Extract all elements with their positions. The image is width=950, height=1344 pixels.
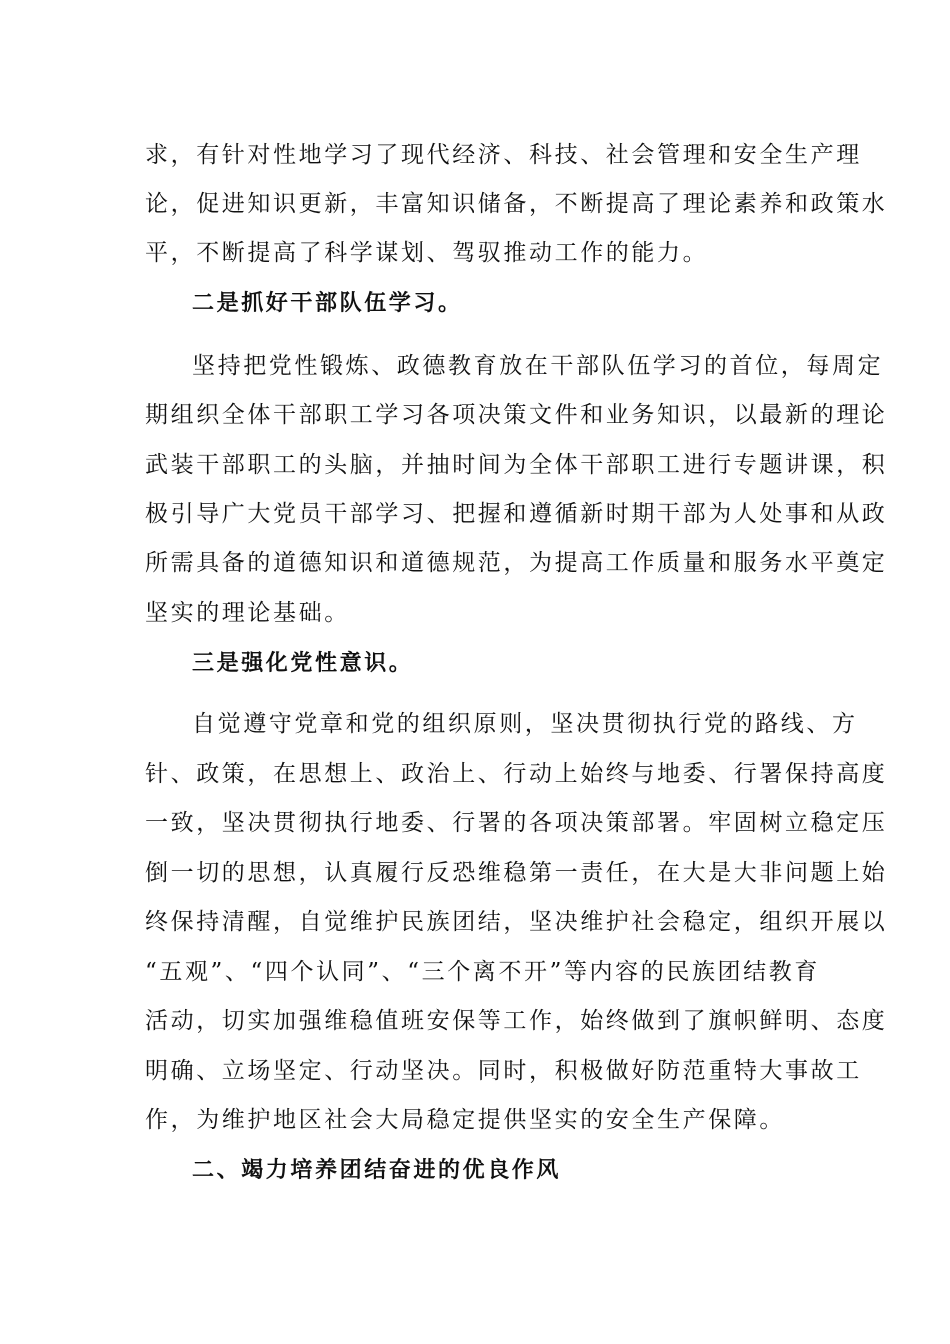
body-text-line: 求，有针对性地学习了现代经济、科技、社会管理和安全生产理 bbox=[145, 142, 862, 168]
body-text-line: 自觉遵守党章和党的组织原则，坚决贯彻执行党的路线、方 bbox=[192, 711, 858, 737]
body-text-line: 期组织全体干部职工学习各项决策文件和业务知识，以最新的理论 bbox=[145, 402, 888, 428]
section-heading: 二是抓好干部队伍学习。 bbox=[192, 291, 463, 316]
body-text-line: 作，为维护地区社会大局稳定提供坚实的安全生产保障。 bbox=[145, 1107, 785, 1133]
body-text-line: 坚实的理论基础。 bbox=[145, 600, 350, 626]
section-heading: 三是强化党性意识。 bbox=[192, 651, 414, 676]
body-text-line: 论，促进知识更新，丰富知识储备，不断提高了理论素养和政策水 bbox=[145, 191, 888, 217]
body-text-line: “五观”、“四个认同”、“三个离不开”等内容的民族团结教育 bbox=[145, 959, 820, 985]
body-text-line: 坚持把党性锻炼、政德教育放在干部队伍学习的首位，每周定 bbox=[192, 353, 884, 379]
body-text-line: 明确、立场坚定、行动坚决。同时，积极做好防范重特大事故工 bbox=[145, 1058, 862, 1084]
body-text-line: 武装干部职工的头脑，并抽时间为全体干部职工进行专题讲课，积 bbox=[145, 452, 888, 478]
body-text-line: 终保持清醒，自觉维护民族团结，坚决维护社会稳定，组织开展以 bbox=[145, 909, 888, 935]
body-text-line: 所需具备的道德知识和道德规范，为提高工作质量和服务水平奠定 bbox=[145, 550, 888, 576]
body-text-line: 平，不断提高了科学谋划、驾驭推动工作的能力。 bbox=[145, 240, 709, 266]
chapter-heading: 二、竭力培养团结奋进的优良作风 bbox=[192, 1158, 562, 1183]
body-text-line: 一致，坚决贯彻执行地委、行署的各项决策部署。牢固树立稳定压 bbox=[145, 810, 888, 836]
body-text-line: 倒一切的思想，认真履行反恐维稳第一责任，在大是大非问题上始 bbox=[145, 860, 888, 886]
body-text-line: 针、政策，在思想上、政治上、行动上始终与地委、行署保持高度 bbox=[145, 761, 888, 787]
body-text-line: 活动，切实加强维稳值班安保等工作，始终做到了旗帜鲜明、态度 bbox=[145, 1008, 888, 1034]
body-text-line: 极引导广大党员干部学习、把握和遵循新时期干部为人处事和从政 bbox=[145, 501, 888, 527]
